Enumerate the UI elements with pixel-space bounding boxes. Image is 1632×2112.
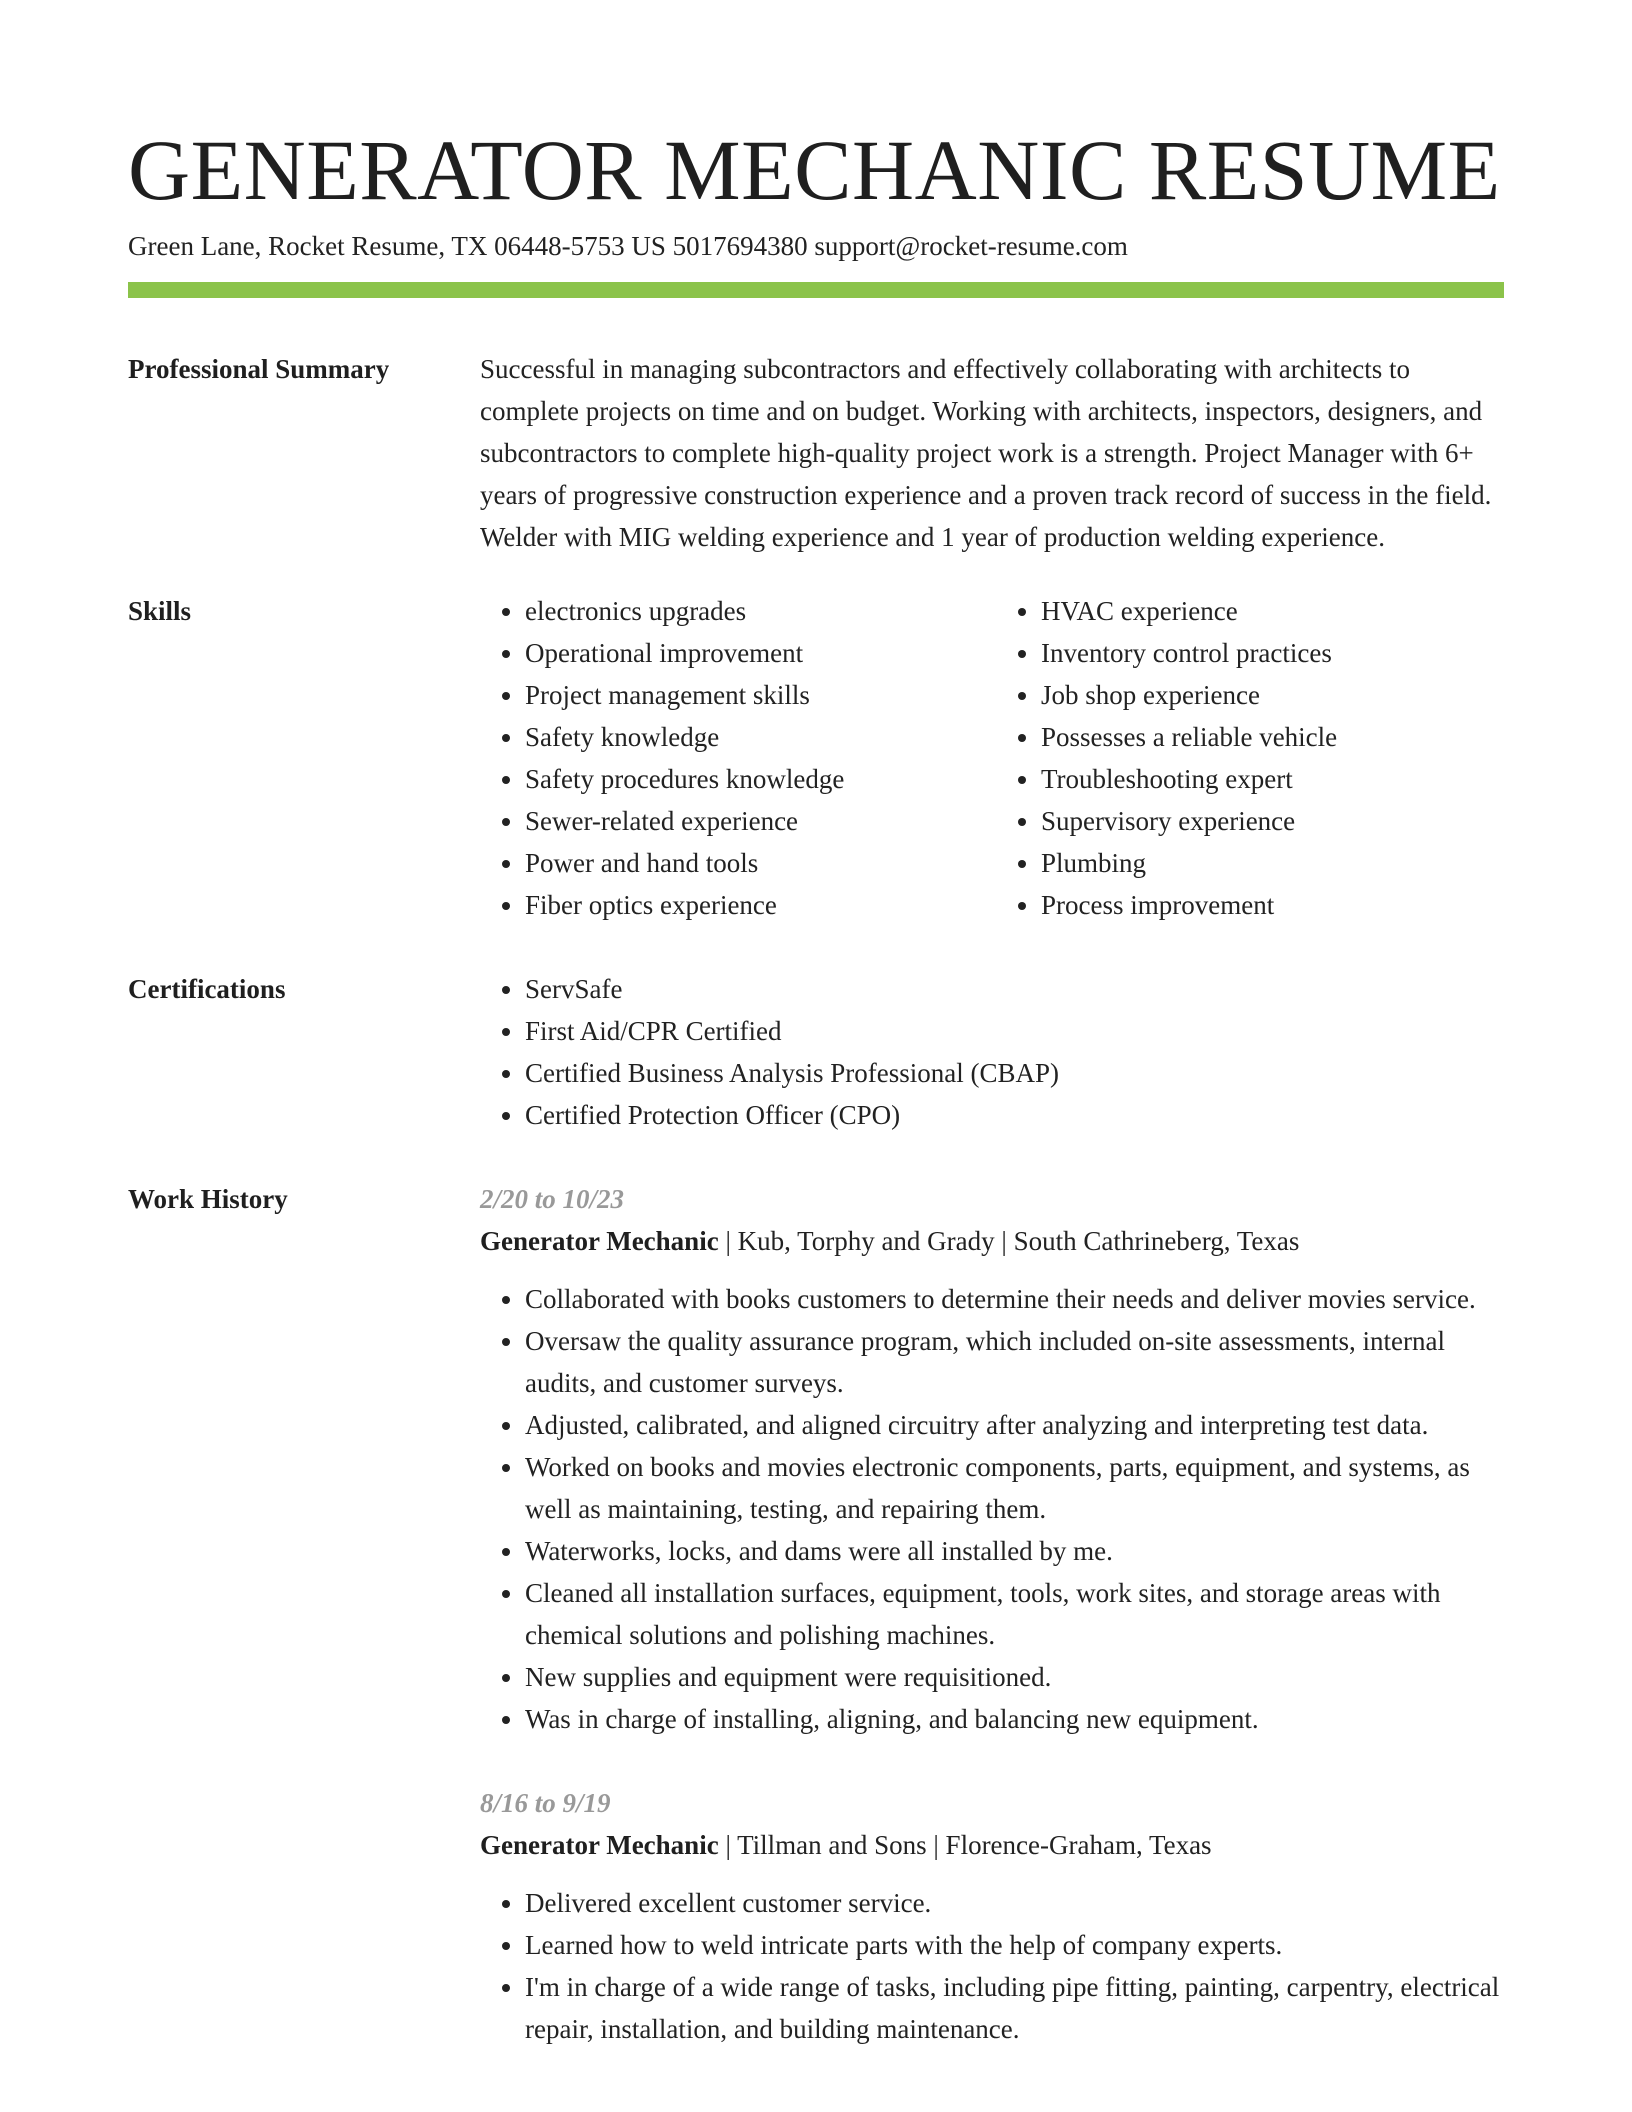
skills-section bbox=[128, 590, 1504, 926]
job-details: | Tillman and Sons | Florence-Graham, Texas bbox=[718, 1830, 1212, 1860]
summary-text: Successful in managing subcontractors and effectively collaborating with architects to complete projects on time and on budget. Working with architects, inspectors, designers, and subcontractors to complete high-quality project work is a strength. Project Manager with 6+ years of progressive construction experience and a proven track record of success in the field. Welder with MIG welding experience and 1 year of production welding experience. bbox=[480, 354, 1492, 552]
resume-page bbox=[128, 120, 1504, 2050]
job-heading bbox=[480, 1824, 1504, 1866]
job-entry bbox=[480, 1782, 1504, 2050]
job-entry bbox=[480, 1178, 1504, 1740]
certifications-list bbox=[480, 968, 1504, 1136]
summary-heading: Professional Summary bbox=[128, 354, 390, 384]
skill-item: • Troubleshooting expert bbox=[1041, 758, 1499, 800]
job-bullet: • Worked on books and movies electronic components, parts, equipment, and systems, as well as maintaining, testing, and repairing them. bbox=[525, 1446, 1504, 1530]
certifications-body bbox=[480, 968, 1504, 1136]
job-heading bbox=[480, 1220, 1504, 1262]
skill-item: • Safety knowledge bbox=[525, 716, 983, 758]
job-bullet: • Delivered excellent customer service. bbox=[525, 1882, 1504, 1924]
skill-item: • Operational improvement bbox=[525, 632, 983, 674]
work-history-body bbox=[480, 1178, 1504, 2050]
job-details: | Kub, Torphy and Grady | South Cathrineberg, Texas bbox=[718, 1226, 1300, 1256]
skill-item: • Sewer-related experience bbox=[525, 800, 983, 842]
skill-item: • Project management skills bbox=[525, 674, 983, 716]
job-bullet: • Oversaw the quality assurance program, which included on-site assessments, internal audits, and customer surveys. bbox=[525, 1320, 1504, 1404]
skills-heading: Skills bbox=[128, 596, 192, 626]
summary-section bbox=[128, 348, 1504, 558]
work-history-heading: Work History bbox=[128, 1184, 288, 1214]
skill-item: • electronics upgrades bbox=[525, 590, 983, 632]
contact-line: Green Lane, Rocket Resume, TX 06448-5753 US 5017694380 support@rocket-resume.com bbox=[128, 231, 1128, 261]
job-title: Generator Mechanic bbox=[480, 1830, 719, 1860]
skills-list-right bbox=[983, 590, 1499, 926]
skill-item: • HVAC experience bbox=[1041, 590, 1499, 632]
skill-item: • Process improvement bbox=[1041, 884, 1499, 926]
certification-item: • First Aid/CPR Certified bbox=[525, 1010, 1504, 1052]
job-dates: 8/16 to 9/19 bbox=[480, 1788, 611, 1818]
job-bullet: • I'm in charge of a wide range of tasks, including pipe fitting, painting, carpentry, electrical repair, installation, and building maintenance. bbox=[525, 1966, 1504, 2050]
skill-item: • Supervisory experience bbox=[1041, 800, 1499, 842]
job-bullet: • Learned how to weld intricate parts with the help of company experts. bbox=[525, 1924, 1504, 1966]
certification-item: • ServSafe bbox=[525, 968, 1504, 1010]
job-title: Generator Mechanic bbox=[480, 1226, 719, 1256]
skill-item: • Inventory control practices bbox=[1041, 632, 1499, 674]
job-dates: 2/20 to 10/23 bbox=[480, 1184, 625, 1214]
resume-title: GENERATOR MECHANIC RESUME bbox=[128, 122, 1501, 218]
job-bullet: • Was in charge of installing, aligning, and balancing new equipment. bbox=[525, 1698, 1504, 1740]
work-history-section bbox=[128, 1178, 1504, 2050]
job-bullet: • Cleaned all installation surfaces, equipment, tools, work sites, and storage areas with chemical solutions and polishing machines. bbox=[525, 1572, 1504, 1656]
job-bullet: • New supplies and equipment were requisitioned. bbox=[525, 1656, 1504, 1698]
accent-divider bbox=[128, 282, 1504, 298]
certifications-heading: Certifications bbox=[128, 974, 286, 1004]
skill-item: • Safety procedures knowledge bbox=[525, 758, 983, 800]
certifications-section bbox=[128, 968, 1504, 1136]
skill-item: • Job shop experience bbox=[1041, 674, 1499, 716]
certification-item: • Certified Protection Officer (CPO) bbox=[525, 1094, 1504, 1136]
skill-item: • Fiber optics experience bbox=[525, 884, 983, 926]
skills-body bbox=[480, 590, 1504, 926]
job-bullet: • Collaborated with books customers to determine their needs and deliver movies service. bbox=[525, 1278, 1504, 1320]
certification-item: • Certified Business Analysis Professional (CBAP) bbox=[525, 1052, 1504, 1094]
skill-item: • Possesses a reliable vehicle bbox=[1041, 716, 1499, 758]
skill-item: • Plumbing bbox=[1041, 842, 1499, 884]
job-bullets bbox=[480, 1278, 1504, 1740]
job-bullets bbox=[480, 1882, 1504, 2050]
job-bullet: • Adjusted, calibrated, and aligned circuitry after analyzing and interpreting test data. bbox=[525, 1404, 1504, 1446]
skills-list-left bbox=[480, 590, 983, 926]
job-bullet: • Waterworks, locks, and dams were all installed by me. bbox=[525, 1530, 1504, 1572]
skill-item: • Power and hand tools bbox=[525, 842, 983, 884]
